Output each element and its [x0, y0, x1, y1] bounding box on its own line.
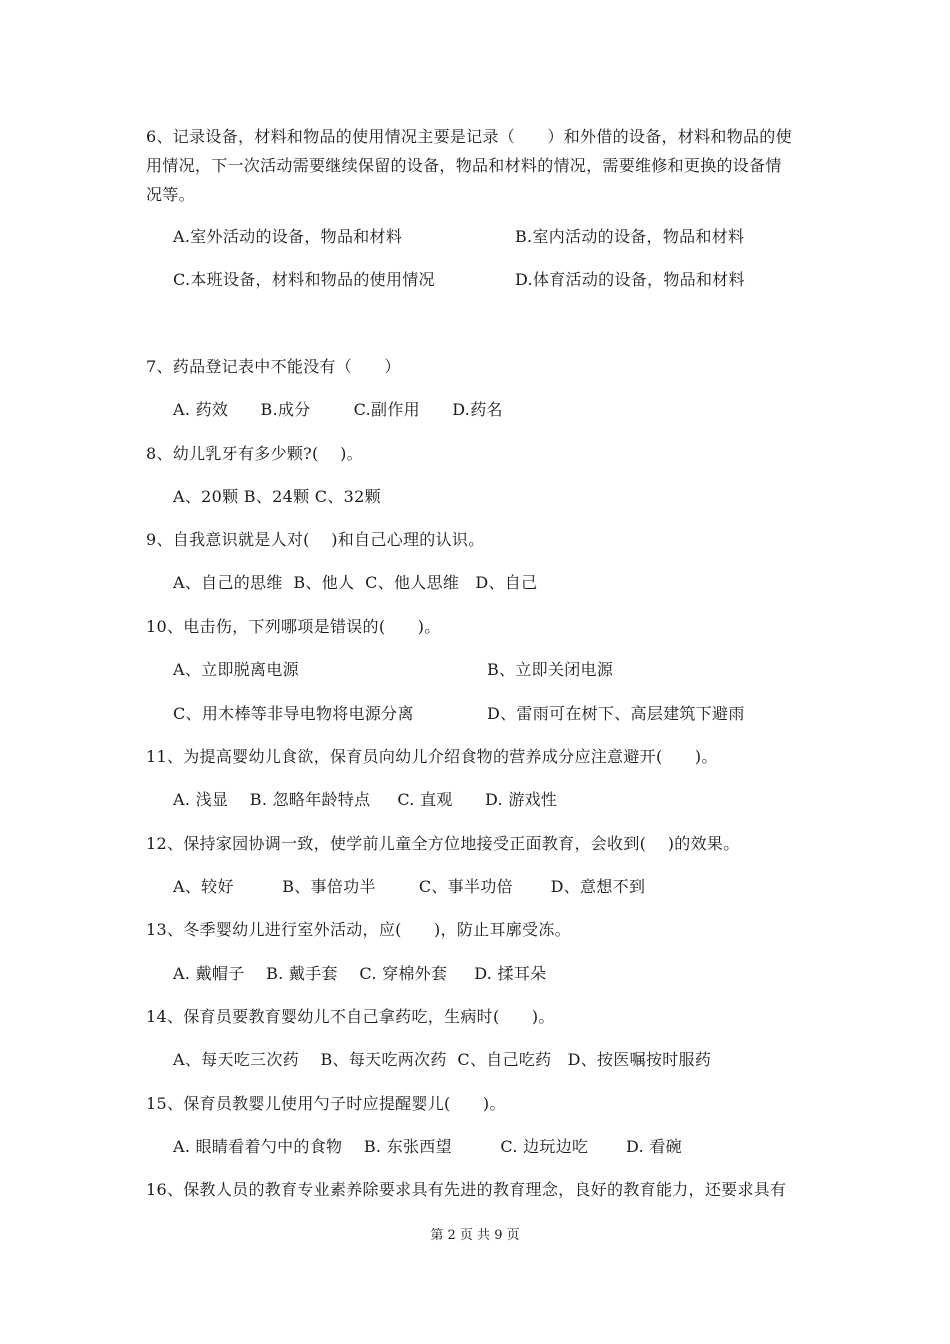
question-6-option-d: D.体育活动的设备，物品和材料: [515, 270, 745, 289]
question-6-line-2: 用情况，下一次活动需要继续保留的设备，物品和材料的情况，需要维修和更换的设备情: [146, 156, 782, 175]
question-7-stem: 7、药品登记表中不能没有（ ）: [146, 357, 401, 376]
question-15-stem: 15、保育员教婴儿使用勺子时应提醒婴儿( )。: [146, 1094, 506, 1113]
question-8-options: A、20颗 B、24颗 C、32颗: [173, 487, 381, 506]
question-11-stem: 11、为提高婴幼儿食欲，保育员向幼儿介绍食物的营养成分应注意避开( )。: [146, 747, 718, 766]
question-7-options: A. 药效 B.成分 C.副作用 D.药名: [173, 400, 503, 419]
question-12-options: A、较好 B、事倍功半 C、事半功倍 D、意想不到: [173, 877, 646, 896]
question-8-stem: 8、幼儿乳牙有多少颗?( )。: [146, 444, 363, 463]
question-6-option-c: C.本班设备，材料和物品的使用情况: [173, 270, 435, 289]
question-10-option-b: B、立即关闭电源: [487, 660, 614, 679]
question-11-options: A. 浅显 B. 忽略年龄特点 C. 直观 D. 游戏性: [173, 790, 558, 809]
question-10-option-a: A、立即脱离电源: [173, 660, 299, 679]
question-10-option-c: C、用木棒等非导电物将电源分离: [173, 704, 414, 723]
question-13-stem: 13、冬季婴幼儿进行室外活动，应( )，防止耳廓受冻。: [146, 920, 571, 939]
question-16-stem: 16、保教人员的教育专业素养除要求具有先进的教育理念，良好的教育能力，还要求具有: [146, 1180, 787, 1199]
question-10-stem: 10、电击伤，下列哪项是错误的( )。: [146, 617, 441, 636]
question-6-option-b: B.室内活动的设备，物品和材料: [515, 227, 745, 246]
question-13-options: A. 戴帽子 B. 戴手套 C. 穿棉外套 D. 揉耳朵: [173, 964, 547, 983]
question-6-line-3: 况等。: [146, 185, 195, 204]
page-number-footer: 第 2 页 共 9 页: [430, 1228, 520, 1243]
question-10-option-d: D、雷雨可在树下、高层建筑下避雨: [487, 704, 745, 723]
question-9-options: A、自己的思维 B、他人 C、他人思维 D、自己: [173, 573, 538, 592]
question-6-option-a: A.室外活动的设备，物品和材料: [173, 227, 403, 246]
question-14-stem: 14、保育员要教育婴幼儿不自己拿药吃，生病时( )。: [146, 1007, 555, 1026]
question-14-options: A、每天吃三次药 B、每天吃两次药 C、自己吃药 D、按医嘱按时服药: [173, 1050, 712, 1069]
question-9-stem: 9、自我意识就是人对( )和自己心理的认识。: [146, 530, 485, 549]
question-12-stem: 12、保持家园协调一致，使学前儿童全方位地接受正面教育，会收到( )的效果。: [146, 834, 740, 853]
question-6-line-1: 6、记录设备，材料和物品的使用情况主要是记录（ ）和外借的设备，材料和物品的使: [146, 127, 792, 146]
question-15-options: A. 眼睛看着勺中的食物 B. 东张西望 C. 边玩边吃 D. 看碗: [173, 1137, 682, 1156]
